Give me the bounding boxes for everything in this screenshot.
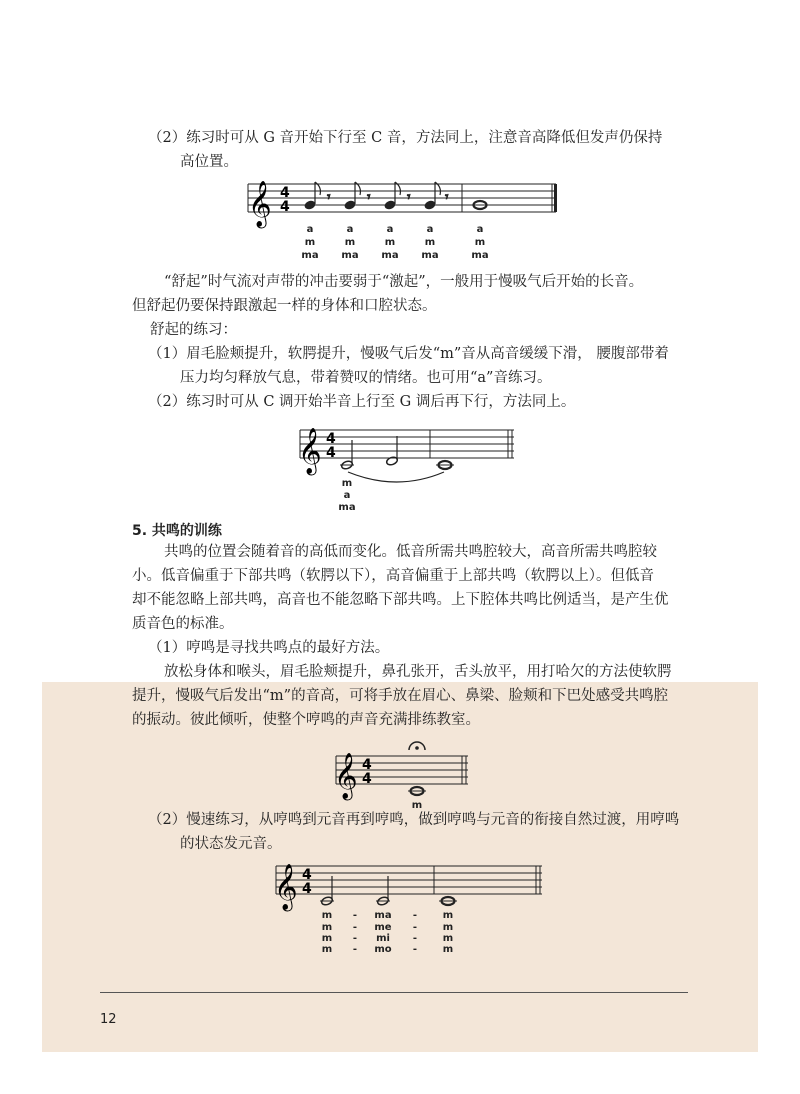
time-signature-bottom: 4 xyxy=(280,199,290,215)
lyric-syllable: ma xyxy=(374,910,392,921)
paragraph-line: 高位置。 xyxy=(180,154,238,170)
lyric-syllable: m xyxy=(442,922,454,933)
half-note xyxy=(320,876,334,906)
eighth-rest-icon: 𝄾 xyxy=(445,190,449,205)
half-note xyxy=(376,876,390,906)
eighth-rest-icon: 𝄾 xyxy=(367,190,371,205)
time-signature-top: 4 xyxy=(362,757,372,773)
paragraph-line: 但舒起仍要保持跟激起一样的身体和口腔状态。 xyxy=(132,298,437,314)
paragraph-line: 质音色的标准。 xyxy=(132,616,234,632)
lyric-syllable: m xyxy=(321,922,333,933)
lyric-syllable: mi xyxy=(376,933,390,944)
paragraph-line: 小。低音偏重于下部共鸣（软腭以下），高音偏重于上部共鸣（软腭以上）。但低音 xyxy=(132,568,654,584)
paragraph-line: 的振动。彼此倾听，使整个哼鸣的声音充满排练教室。 xyxy=(132,712,480,728)
lyric-syllable: me xyxy=(374,922,392,933)
lyric-syllable: - xyxy=(352,944,358,955)
lyric-syllable: a xyxy=(426,224,434,235)
paragraph-line: 压力均匀释放气息，带着赞叹的情绪。也可用“a”音练习。 xyxy=(180,370,552,386)
eighth-rest-icon: 𝄾 xyxy=(327,190,331,205)
time-signature-bottom: 4 xyxy=(302,881,312,897)
eighth-note xyxy=(344,182,360,210)
time-signature-top: 4 xyxy=(280,185,290,201)
lyric-syllable: ma xyxy=(338,502,356,513)
eighth-note xyxy=(384,182,400,210)
eighth-rest-icon: 𝄾 xyxy=(407,190,411,205)
whole-note xyxy=(436,461,454,469)
lyric-syllable: mo xyxy=(374,944,392,955)
lyric-syllable: m xyxy=(442,910,454,921)
lyric-syllable: a xyxy=(386,224,394,235)
music-score-2 xyxy=(292,420,522,515)
paragraph-line: 的状态发元音。 xyxy=(180,836,282,852)
lyric-syllable: m xyxy=(411,800,423,811)
time-signature-bottom: 4 xyxy=(362,771,372,787)
lyric-syllable: - xyxy=(352,933,358,944)
time-signature-top: 4 xyxy=(326,431,336,447)
lyric-syllable: m xyxy=(424,237,436,248)
paragraph-line: “舒起”时气流对声带的冲击要弱于“激起”，一般用于慢吸气后开始的长音。 xyxy=(164,274,644,290)
whole-note xyxy=(439,897,457,905)
paragraph-line: （1）眉毛脸颊提升，软腭提升，慢吸气后发“m”音从高音缓缓下滑， 腰腹部带着 xyxy=(148,346,669,362)
section-heading: 5. 共鸣的训练 xyxy=(132,523,222,539)
lyric-syllable: m xyxy=(474,237,486,248)
half-note xyxy=(340,440,354,470)
lyric-syllable: a xyxy=(306,224,314,235)
paragraph-line: （1）哼鸣是寻找共鸣点的最好方法。 xyxy=(148,640,390,656)
lyric-syllable: ma xyxy=(421,250,439,261)
footer-divider xyxy=(100,992,688,993)
lyric-syllable: a xyxy=(476,224,484,235)
lyric-syllable: - xyxy=(352,922,358,933)
music-score-3 xyxy=(330,738,480,811)
eighth-note xyxy=(424,182,440,210)
lyric-syllable: m xyxy=(321,910,333,921)
lyric-syllable: m xyxy=(442,933,454,944)
slur xyxy=(348,472,444,482)
treble-clef-icon: 𝄞 xyxy=(274,864,298,910)
music-score-1 xyxy=(240,170,570,265)
lyric-syllable: m xyxy=(321,944,333,955)
paragraph-line: 放松身体和喉头，眉毛脸颊提升，鼻孔张开，舌头放平，用打哈欠的方法使软腭 xyxy=(164,664,672,680)
paragraph-line: （2）慢速练习，从哼鸣到元音再到哼鸣，做到哼鸣与元音的衔接自然过渡，用哼鸣 xyxy=(148,812,680,828)
lyric-syllable: - xyxy=(412,910,418,921)
paragraph-line: （2）练习时可从 G 音开始下行至 C 音，方法同上，注意音高降低但发声仍保持 xyxy=(148,130,663,146)
lyric-syllable: a xyxy=(346,224,354,235)
paragraph-line: 提升，慢吸气后发出“m”的音高，可将手放在眉心、鼻梁、脸颊和下巴处感受共鸣腔 xyxy=(132,688,669,704)
page-number: 12 xyxy=(100,1012,117,1027)
lyric-syllable: ma xyxy=(301,250,319,261)
lyric-syllable: a xyxy=(343,490,351,501)
paragraph-line: （2）练习时可从 C 调开始半音上行至 G 调后再下行，方法同上。 xyxy=(148,394,576,410)
treble-clef-icon: 𝄞 xyxy=(248,181,272,227)
treble-clef-icon: 𝄞 xyxy=(334,753,358,799)
time-signature-top: 4 xyxy=(302,867,312,883)
lyric-syllable: m xyxy=(304,237,316,248)
lyric-syllable: ma xyxy=(471,250,489,261)
lyric-syllable: m xyxy=(344,237,356,248)
paragraph-line: 舒起的练习： xyxy=(150,322,237,338)
lyric-syllable: m xyxy=(384,237,396,248)
paragraph-line: 却不能忽略上部共鸣，高音也不能忽略下部共鸣。上下腔体共鸣比例适当，是产生优 xyxy=(132,592,669,608)
paragraph-line: 共鸣的位置会随着音的高低而变化。低音所需共鸣腔较大，高音所需共鸣腔较 xyxy=(164,544,657,560)
treble-clef-icon: 𝄞 xyxy=(298,428,322,474)
lyric-syllable: - xyxy=(412,922,418,933)
time-signature-bottom: 4 xyxy=(326,445,336,461)
lyric-syllable: m xyxy=(321,933,333,944)
whole-note xyxy=(408,787,426,795)
lyric-syllable: - xyxy=(352,910,358,921)
lyric-syllable: m xyxy=(341,478,353,489)
lyric-syllable: - xyxy=(412,944,418,955)
lyric-syllable: - xyxy=(412,933,418,944)
music-score-4 xyxy=(270,860,550,955)
lyric-syllable: m xyxy=(442,944,454,955)
lyric-syllable: ma xyxy=(381,250,399,261)
lyric-syllable: ma xyxy=(341,250,359,261)
eighth-note xyxy=(304,182,320,210)
